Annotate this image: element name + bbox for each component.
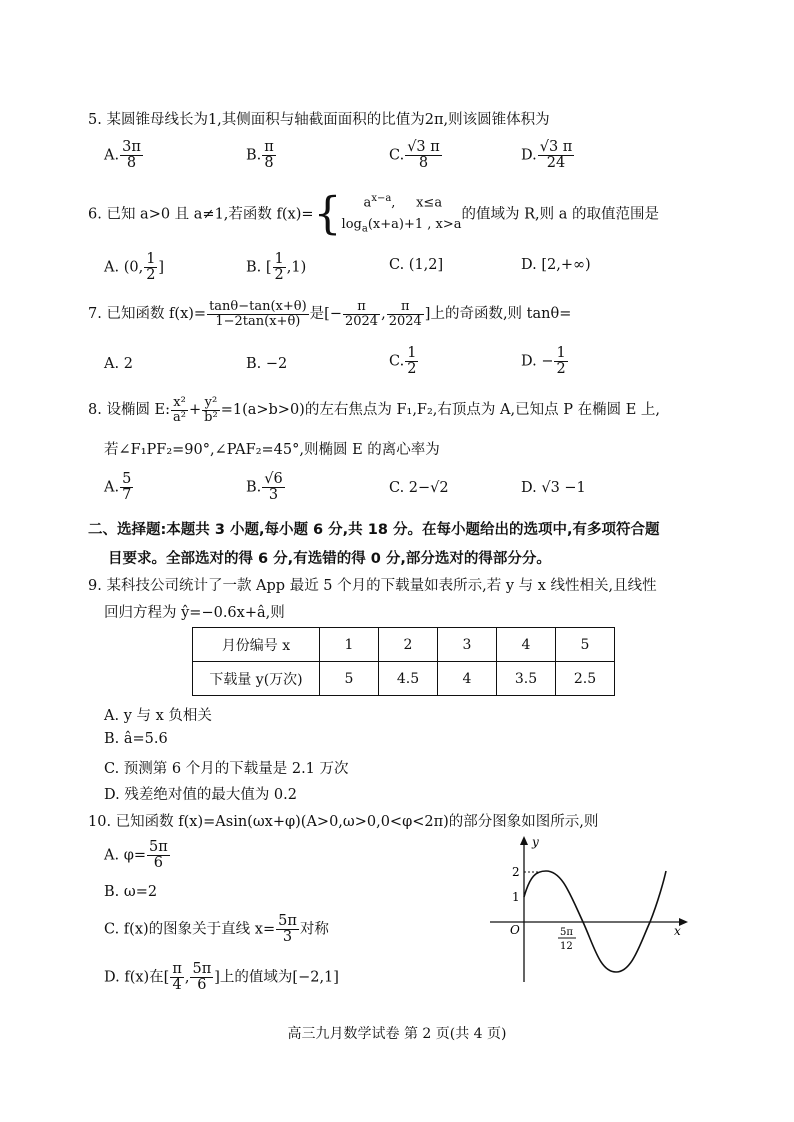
table-cell: 5 [320,662,379,696]
q5-option-d: D. $\frac{√3 \pi}{24}$ [521,139,573,172]
q8-option-b: B. $\frac{√6}{3}$ [246,471,283,504]
table-row [193,628,615,662]
q10-option-d: D. f(x)在[ $\frac{\pi}{4}$ , $\frac{5\pi}{6}$ ]上的值域为[−2,1] [104,961,339,994]
table-cell: 1 [320,628,379,662]
table-cell: 3 [438,628,497,662]
q10-option-b: B. ω=2 [104,884,158,900]
q8-option-a: A. $\frac{5}{7}$ [104,471,132,504]
q5-stem: 5. 某圆锥母线长为1,其侧面积与轴截面面积的比值为2π,则该圆锥体积为 [88,112,550,128]
q8-option-c: C. 2−√2 [389,480,449,496]
q7-option-c: C. $\frac{1}{2}$ [389,345,417,378]
table-cell: 4 [438,662,497,696]
table-cell: 4 [497,628,556,662]
q9-option-d: D. 残差绝对值的最大值为 0.2 [104,787,297,803]
q8-stem: 8. 设椭圆 E: $\frac{\text{x²}}{\text{a²}}$ + $\frac{\text{y²}}{\text{b²}}$ =1(a>b>0)的左右焦点为 F₁,F₂,右顶点为 A,已知点 P 在椭圆 E 上, [88,395,660,425]
q7-option-a: A. 2 [104,356,133,372]
table-cell: 2 [379,628,438,662]
y-axis-arrow [520,836,528,845]
table-cell: 3.5 [497,662,556,696]
q6-option-c: C. (1,2] [389,257,444,273]
q9-stem-line2: 回归方程为 ŷ=−0.6x+â,则 [104,605,285,621]
q8-line2: 若∠F₁PF₂=90°,∠PAF₂=45°,则椭圆 E 的离心率为 [104,442,440,458]
q9-option-c: C. 预测第 6 个月的下载量是 2.1 万次 [104,761,349,777]
table-header-cell: 月份编号 x [193,628,320,662]
q9-option-a: A. y 与 x 负相关 [104,708,212,724]
section2-heading-line2: 目要求。全部选对的得 6 分,有选错的得 0 分,部分选对的得部分分。 [108,551,551,567]
q5-option-c: C. $\frac{√3 \pi}{8}$ [389,139,440,172]
q6-option-b: B. [ $\frac{1}{2}$ ,1) [246,251,307,284]
q6-stem: 6. 已知 a>0 且 a≠1,若函数 f(x)={ $a^{x-a}$, x≤a $\log_a(x+a)+1$ , x>a 的值域为 R,则 a 的取值范围是 [88,188,659,240]
q7-option-d: D. − $\frac{1}{2}$ [521,345,566,378]
q10-option-c: C. f(x)的图象关于直线 x= $\frac{5\pi}{3}$ 对称 [104,913,329,946]
q5-option-b: B. $\frac{\pi}{8}$ [246,139,274,172]
tick-label-y2: 2 [512,865,520,879]
q10-option-a: A. φ= $\frac{5\pi}{6}$ [104,839,168,872]
q9-stem-line1: 9. 某科技公司统计了一款 App 最近 5 个月的下载量如表所示,若 y 与 x 线性相关,且线性 [88,578,657,594]
table-cell: 5 [556,628,615,662]
origin-label: O [510,923,520,937]
download-table [192,627,615,696]
table-row [193,662,615,696]
q7-stem: 7. 已知函数 f(x)= $\frac{\tan\theta-\tan(x+\theta)}{1-2\tan(x+\theta)}$ 是[− $\frac{\pi}{2024}$ , $\frac{\pi}{2024}$ ]上的奇函数,则 tanθ= [88,299,572,329]
y-axis-label: y [532,835,539,849]
tick-label-y1: 1 [512,890,520,904]
q10-stem: 10. 已知函数 f(x)=Asin(ωx+φ)(A>0,ω>0,0<φ<2π)的部分图象如图所示,则 [88,814,599,830]
q8-option-d: D. √3 −1 [521,480,586,496]
q7-option-b: B. −2 [246,356,288,372]
sine-graph [486,834,696,986]
q9-option-b: B. â=5.6 [104,731,168,747]
tick-label-x-num: 5π [560,927,573,938]
table-header-cell: 下载量 y(万次) [193,662,320,696]
tick-label-x-den: 12 [560,941,573,952]
q6-option-a: A. (0, $\frac{1}{2}$ ] [104,251,165,284]
page-footer: 高三九月数学试卷 第 2 页(共 4 页) [287,1026,507,1042]
q6-option-d: D. [2,+∞) [521,257,591,273]
x-axis-label: x [674,924,681,938]
table-cell: 2.5 [556,662,615,696]
piecewise-function: $a^{x-a}$, x≤a $\log_a(x+a)+1$ , x>a [341,193,462,235]
q5-option-a: A. $\frac{3\pi}{8}$ [104,139,141,172]
section2-heading-line1: 二、选择题:本题共 3 小题,每小题 6 分,共 18 分。在每小题给出的选项中,有多项符合题 [88,522,660,538]
table-cell: 4.5 [379,662,438,696]
